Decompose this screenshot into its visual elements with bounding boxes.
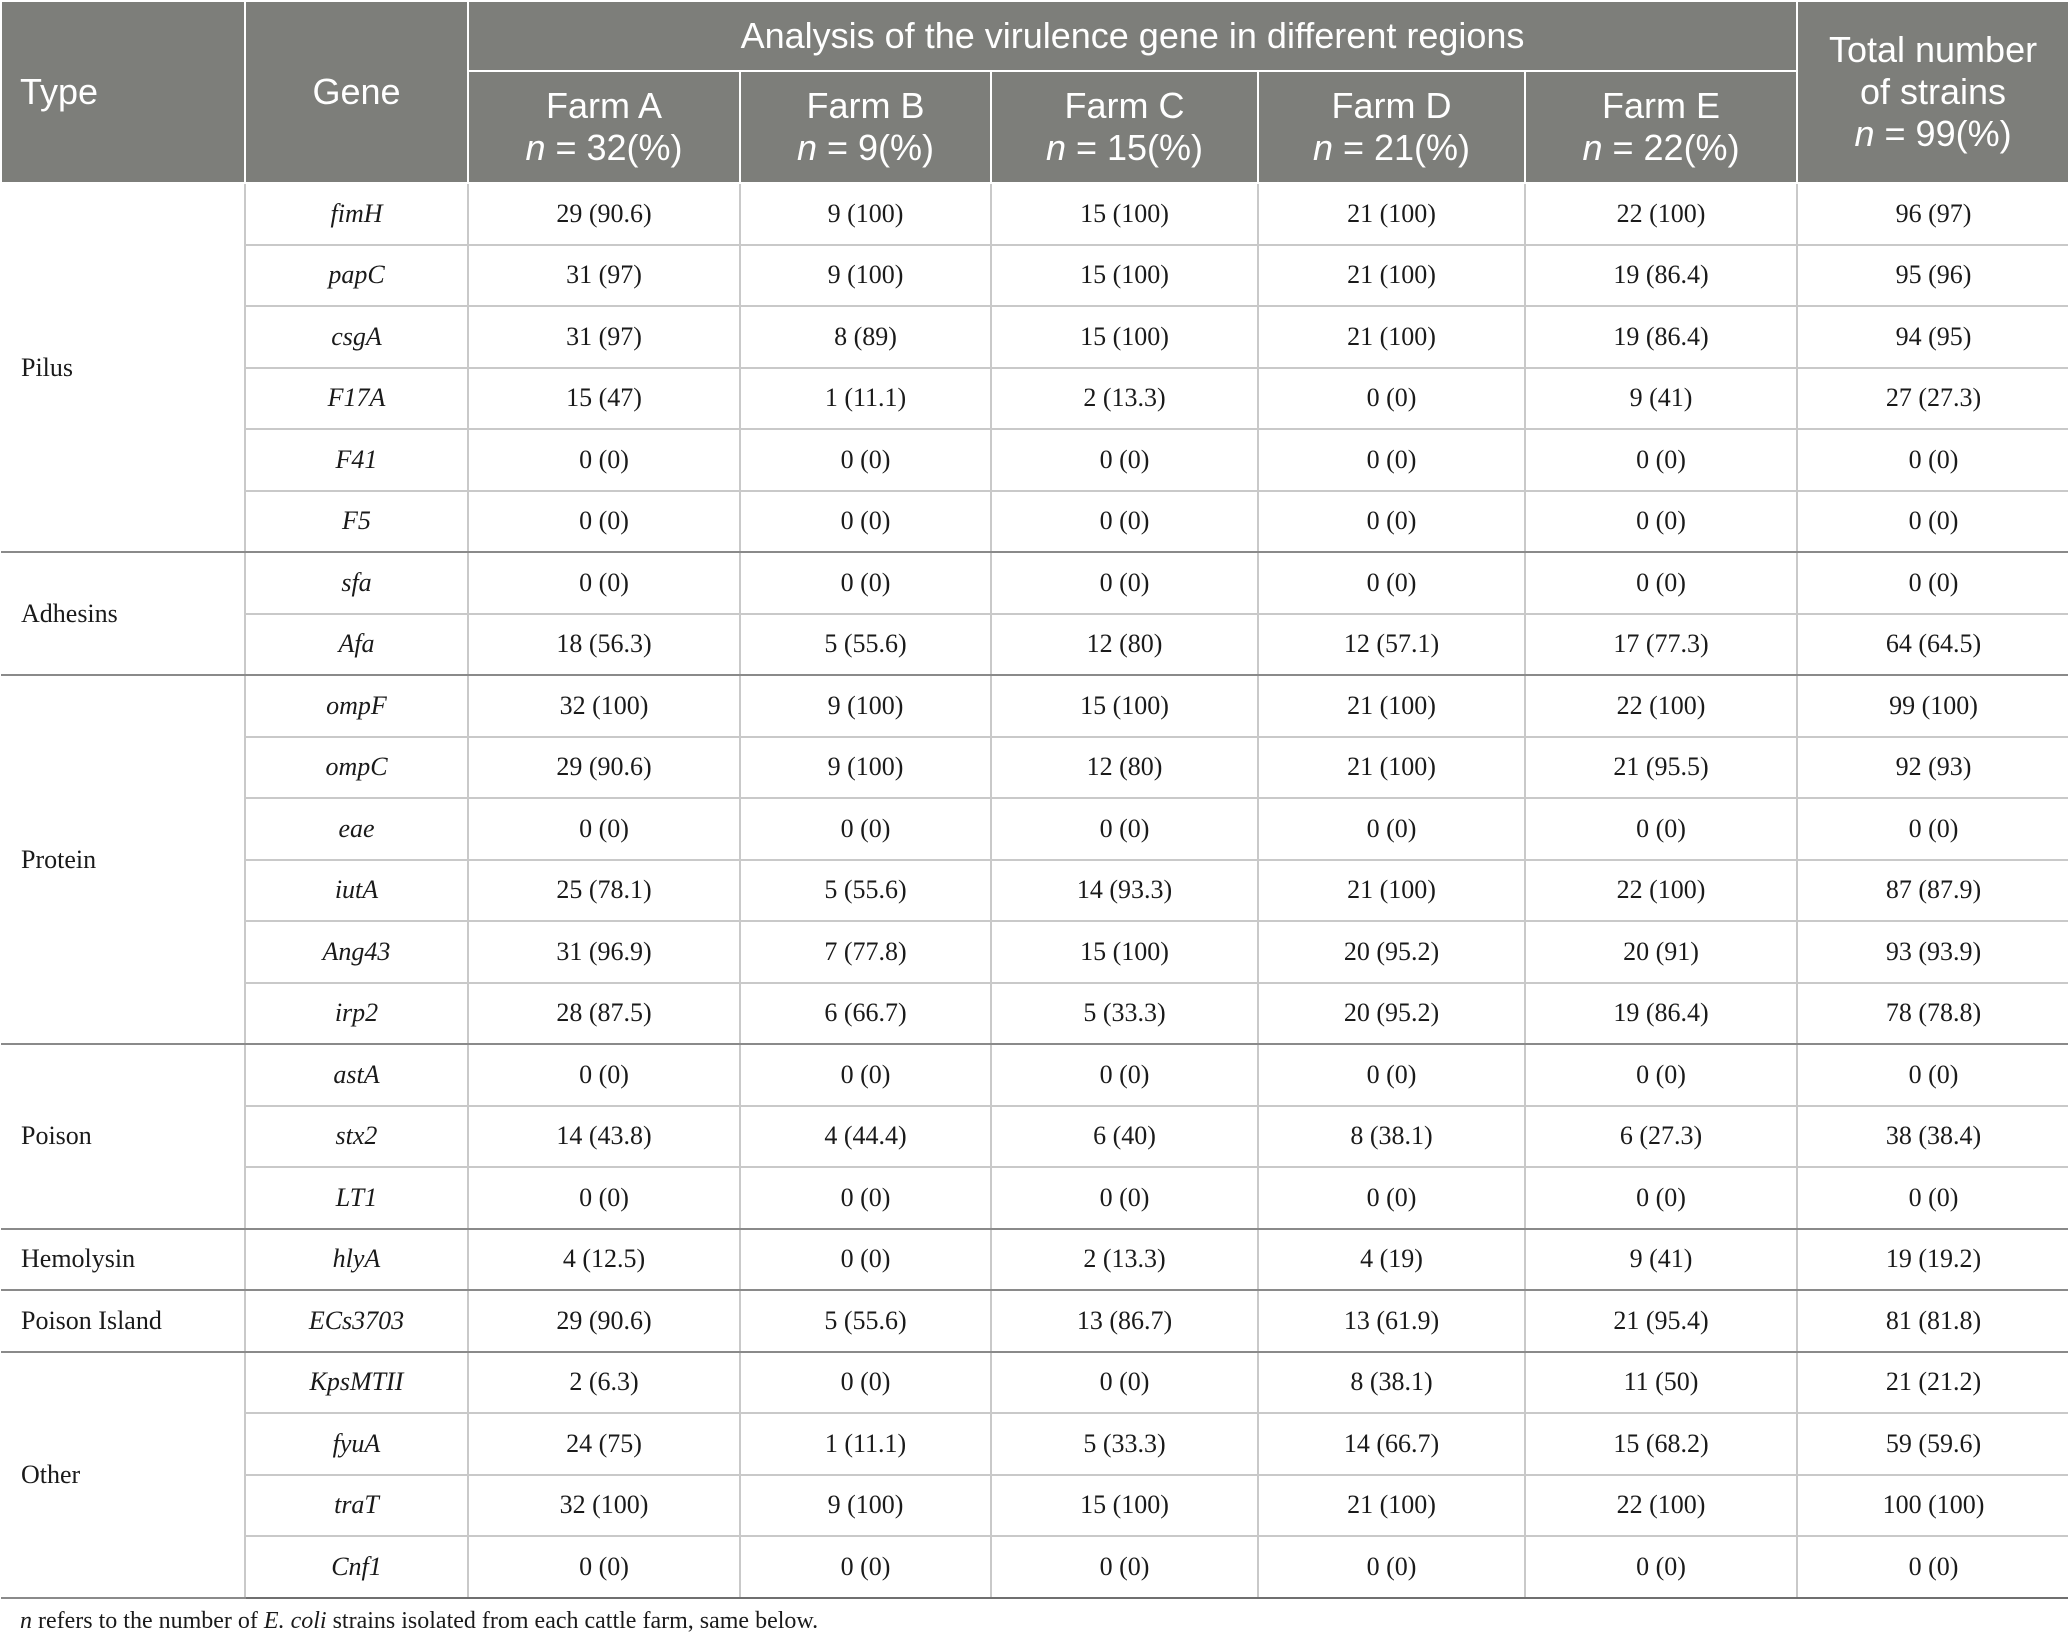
farm-a-value-cell: 0 (0) <box>468 491 740 553</box>
farm-b-value-cell: 8 (89) <box>740 306 991 368</box>
farm-e-value-cell: 0 (0) <box>1525 552 1797 614</box>
farm-a-value-cell: 29 (90.6) <box>468 1290 740 1352</box>
farm-d-value-cell: 21 (100) <box>1258 1475 1525 1537</box>
farm-d-value-cell: 0 (0) <box>1258 491 1525 553</box>
farm-e-value-cell: 21 (95.5) <box>1525 737 1797 799</box>
table-row <box>1 1044 2068 1106</box>
farm-b-value-cell: 9 (100) <box>740 675 991 737</box>
farm-e-value-cell: 20 (91) <box>1525 921 1797 983</box>
gene-cell: iutA <box>245 860 468 922</box>
total-value-cell: 78 (78.8) <box>1797 983 2068 1045</box>
total-value-cell: 64 (64.5) <box>1797 614 2068 676</box>
farm-b-value-cell: 9 (100) <box>740 1475 991 1537</box>
farm-a-value-cell: 0 (0) <box>468 552 740 614</box>
table-row <box>1 1167 2068 1229</box>
farm-b-value-cell: 9 (100) <box>740 245 991 307</box>
table-row <box>1 552 2068 614</box>
farm-d-value-cell: 21 (100) <box>1258 245 1525 307</box>
gene-cell: LT1 <box>245 1167 468 1229</box>
farm-b-value-cell: 0 (0) <box>740 552 991 614</box>
gene-cell: sfa <box>245 552 468 614</box>
farm-d-value-cell: 13 (61.9) <box>1258 1290 1525 1352</box>
gene-cell: Cnf1 <box>245 1536 468 1598</box>
farm-d-value-cell: 0 (0) <box>1258 368 1525 430</box>
type-cell: Pilus <box>1 183 245 552</box>
farm-b-value-cell: 0 (0) <box>740 429 991 491</box>
total-value-cell: 87 (87.9) <box>1797 860 2068 922</box>
farm-b-value-cell: 0 (0) <box>740 1044 991 1106</box>
farm-a-value-cell: 0 (0) <box>468 429 740 491</box>
gene-cell: hlyA <box>245 1229 468 1291</box>
gene-cell: ECs3703 <box>245 1290 468 1352</box>
gene-cell: F5 <box>245 491 468 553</box>
farm-d-value-cell: 8 (38.1) <box>1258 1106 1525 1168</box>
gene-cell: irp2 <box>245 983 468 1045</box>
farm-b-value-cell: 4 (44.4) <box>740 1106 991 1168</box>
table-row <box>1 1106 2068 1168</box>
table-row <box>1 429 2068 491</box>
farm-a-value-cell: 2 (6.3) <box>468 1352 740 1414</box>
gene-cell: F17A <box>245 368 468 430</box>
total-value-cell: 0 (0) <box>1797 798 2068 860</box>
farm-d-value-cell: 12 (57.1) <box>1258 614 1525 676</box>
farm-e-value-cell: 22 (100) <box>1525 860 1797 922</box>
farm-d-value-cell: 21 (100) <box>1258 306 1525 368</box>
total-value-cell: 38 (38.4) <box>1797 1106 2068 1168</box>
farm-a-value-cell: 4 (12.5) <box>468 1229 740 1291</box>
farm-d-value-cell: 20 (95.2) <box>1258 983 1525 1045</box>
farm-b-value-cell: 5 (55.6) <box>740 614 991 676</box>
total-value-cell: 0 (0) <box>1797 1167 2068 1229</box>
farm-c-value-cell: 6 (40) <box>991 1106 1258 1168</box>
farm-e-value-cell: 22 (100) <box>1525 183 1797 245</box>
farm-a-value-cell: 0 (0) <box>468 1044 740 1106</box>
table-row <box>1 614 2068 676</box>
farm-d-value-cell: 8 (38.1) <box>1258 1352 1525 1414</box>
farm-d-value-cell: 21 (100) <box>1258 737 1525 799</box>
farm-a-value-cell: 31 (96.9) <box>468 921 740 983</box>
farm-c-value-cell: 15 (100) <box>991 183 1258 245</box>
farm-b-value-cell: 0 (0) <box>740 1352 991 1414</box>
type-cell: Poison Island <box>1 1290 245 1352</box>
farm-a-value-cell: 0 (0) <box>468 1536 740 1598</box>
farm-d-value-cell: 0 (0) <box>1258 798 1525 860</box>
farm-a-value-cell: 24 (75) <box>468 1413 740 1475</box>
farm-e-value-cell: 9 (41) <box>1525 368 1797 430</box>
gene-header: Gene <box>245 1 468 183</box>
farm-c-value-cell: 14 (93.3) <box>991 860 1258 922</box>
total-header-count: n = 99(%) <box>1854 113 2012 154</box>
table-row <box>1 1413 2068 1475</box>
farm-header-e: Farm E n = 22(%) <box>1525 71 1797 183</box>
farm-d-value-cell: 0 (0) <box>1258 429 1525 491</box>
farm-a-value-cell: 15 (47) <box>468 368 740 430</box>
gene-cell: papC <box>245 245 468 307</box>
gene-cell: fimH <box>245 183 468 245</box>
type-cell: Adhesins <box>1 552 245 675</box>
farm-b-value-cell: 1 (11.1) <box>740 1413 991 1475</box>
farm-b-value-cell: 0 (0) <box>740 1167 991 1229</box>
table-row <box>1 1229 2068 1291</box>
farm-c-value-cell: 12 (80) <box>991 737 1258 799</box>
farm-c-value-cell: 0 (0) <box>991 1352 1258 1414</box>
farm-a-value-cell: 32 (100) <box>468 1475 740 1537</box>
farm-b-value-cell: 7 (77.8) <box>740 921 991 983</box>
table-row <box>1 306 2068 368</box>
farm-e-value-cell: 19 (86.4) <box>1525 245 1797 307</box>
total-header <box>1797 1 2068 183</box>
farm-e-value-cell: 6 (27.3) <box>1525 1106 1797 1168</box>
farm-d-value-cell: 21 (100) <box>1258 675 1525 737</box>
type-cell: Other <box>1 1352 245 1598</box>
table-row <box>1 1352 2068 1414</box>
farm-d-value-cell: 14 (66.7) <box>1258 1413 1525 1475</box>
farm-header-c: Farm C n = 15(%) <box>991 71 1258 183</box>
total-value-cell: 100 (100) <box>1797 1475 2068 1537</box>
farm-e-value-cell: 15 (68.2) <box>1525 1413 1797 1475</box>
farm-e-value-cell: 0 (0) <box>1525 798 1797 860</box>
farm-b-value-cell: 1 (11.1) <box>740 368 991 430</box>
table-header <box>1 1 2068 183</box>
gene-cell: stx2 <box>245 1106 468 1168</box>
table-row <box>1 921 2068 983</box>
farm-b-value-cell: 0 (0) <box>740 491 991 553</box>
farm-e-value-cell: 9 (41) <box>1525 1229 1797 1291</box>
farm-c-value-cell: 2 (13.3) <box>991 368 1258 430</box>
farm-a-value-cell: 14 (43.8) <box>468 1106 740 1168</box>
total-value-cell: 0 (0) <box>1797 1536 2068 1598</box>
farm-d-value-cell: 21 (100) <box>1258 860 1525 922</box>
farm-a-value-cell: 29 (90.6) <box>468 737 740 799</box>
total-value-cell: 27 (27.3) <box>1797 368 2068 430</box>
table-row <box>1 737 2068 799</box>
farm-e-value-cell: 17 (77.3) <box>1525 614 1797 676</box>
total-header-line2: of strains <box>1860 71 2007 112</box>
total-value-cell: 0 (0) <box>1797 491 2068 553</box>
farm-b-value-cell: 9 (100) <box>740 183 991 245</box>
farm-c-value-cell: 15 (100) <box>991 245 1258 307</box>
farm-c-value-cell: 0 (0) <box>991 798 1258 860</box>
total-value-cell: 19 (19.2) <box>1797 1229 2068 1291</box>
farm-c-value-cell: 0 (0) <box>991 491 1258 553</box>
farm-e-value-cell: 0 (0) <box>1525 429 1797 491</box>
table-row <box>1 1475 2068 1537</box>
total-value-cell: 21 (21.2) <box>1797 1352 2068 1414</box>
farm-a-value-cell: 0 (0) <box>468 798 740 860</box>
farm-e-value-cell: 0 (0) <box>1525 1536 1797 1598</box>
farm-a-value-cell: 25 (78.1) <box>468 860 740 922</box>
farm-e-value-cell: 0 (0) <box>1525 1167 1797 1229</box>
farm-c-value-cell: 5 (33.3) <box>991 1413 1258 1475</box>
footnote: n refers to the number of E. coli strains isolated from each cattle farm, same below. <box>20 1608 819 1634</box>
farm-c-value-cell: 0 (0) <box>991 429 1258 491</box>
farm-b-value-cell: 0 (0) <box>740 798 991 860</box>
farm-d-value-cell: 4 (19) <box>1258 1229 1525 1291</box>
table-row <box>1 860 2068 922</box>
farm-c-value-cell: 15 (100) <box>991 675 1258 737</box>
farm-e-value-cell: 0 (0) <box>1525 491 1797 553</box>
farm-c-value-cell: 13 (86.7) <box>991 1290 1258 1352</box>
table-row <box>1 491 2068 553</box>
farm-c-value-cell: 2 (13.3) <box>991 1229 1258 1291</box>
farm-c-value-cell: 0 (0) <box>991 1536 1258 1598</box>
farm-d-value-cell: 20 (95.2) <box>1258 921 1525 983</box>
farm-a-value-cell: 18 (56.3) <box>468 614 740 676</box>
gene-cell: astA <box>245 1044 468 1106</box>
total-value-cell: 0 (0) <box>1797 552 2068 614</box>
farm-a-value-cell: 31 (97) <box>468 245 740 307</box>
type-cell: Hemolysin <box>1 1229 245 1291</box>
gene-cell: F41 <box>245 429 468 491</box>
total-value-cell: 94 (95) <box>1797 306 2068 368</box>
gene-cell: eae <box>245 798 468 860</box>
farm-b-value-cell: 5 (55.6) <box>740 1290 991 1352</box>
gene-cell: csgA <box>245 306 468 368</box>
gene-cell: Ang43 <box>245 921 468 983</box>
farm-b-value-cell: 0 (0) <box>740 1536 991 1598</box>
total-value-cell: 81 (81.8) <box>1797 1290 2068 1352</box>
gene-cell: ompF <box>245 675 468 737</box>
table-row <box>1 1290 2068 1352</box>
farm-c-value-cell: 15 (100) <box>991 1475 1258 1537</box>
gene-cell: traT <box>245 1475 468 1537</box>
farm-c-value-cell: 12 (80) <box>991 614 1258 676</box>
farm-e-value-cell: 19 (86.4) <box>1525 983 1797 1045</box>
total-value-cell: 59 (59.6) <box>1797 1413 2068 1475</box>
total-value-cell: 0 (0) <box>1797 1044 2068 1106</box>
table-row <box>1 983 2068 1045</box>
farm-e-value-cell: 19 (86.4) <box>1525 306 1797 368</box>
gene-cell: fyuA <box>245 1413 468 1475</box>
farm-b-value-cell: 0 (0) <box>740 1229 991 1291</box>
type-cell: Poison <box>1 1044 245 1229</box>
type-cell: Protein <box>1 675 245 1044</box>
farm-c-value-cell: 0 (0) <box>991 1167 1258 1229</box>
total-value-cell: 0 (0) <box>1797 429 2068 491</box>
farm-d-value-cell: 21 (100) <box>1258 183 1525 245</box>
farm-a-value-cell: 0 (0) <box>468 1167 740 1229</box>
gene-cell: Afa <box>245 614 468 676</box>
table-row <box>1 1536 2068 1598</box>
farm-e-value-cell: 22 (100) <box>1525 675 1797 737</box>
total-value-cell: 95 (96) <box>1797 245 2068 307</box>
farm-d-value-cell: 0 (0) <box>1258 1044 1525 1106</box>
gene-cell: ompC <box>245 737 468 799</box>
farm-e-value-cell: 21 (95.4) <box>1525 1290 1797 1352</box>
farm-c-value-cell: 0 (0) <box>991 552 1258 614</box>
farm-c-value-cell: 15 (100) <box>991 921 1258 983</box>
farm-header-d: Farm D n = 21(%) <box>1258 71 1525 183</box>
total-value-cell: 92 (93) <box>1797 737 2068 799</box>
farm-b-value-cell: 5 (55.6) <box>740 860 991 922</box>
farm-header-b: Farm B n = 9(%) <box>740 71 991 183</box>
farm-e-value-cell: 22 (100) <box>1525 1475 1797 1537</box>
farm-a-value-cell: 28 (87.5) <box>468 983 740 1045</box>
farm-a-value-cell: 29 (90.6) <box>468 183 740 245</box>
total-value-cell: 93 (93.9) <box>1797 921 2068 983</box>
farm-d-value-cell: 0 (0) <box>1258 1167 1525 1229</box>
gene-cell: KpsMTII <box>245 1352 468 1414</box>
farm-c-value-cell: 5 (33.3) <box>991 983 1258 1045</box>
farm-header-a: Farm A n = 32(%) <box>468 71 740 183</box>
table-row <box>1 798 2068 860</box>
farm-b-value-cell: 9 (100) <box>740 737 991 799</box>
farm-d-value-cell: 0 (0) <box>1258 1536 1525 1598</box>
farm-b-value-cell: 6 (66.7) <box>740 983 991 1045</box>
farm-a-value-cell: 32 (100) <box>468 675 740 737</box>
type-header: Type <box>1 1 245 183</box>
table-body <box>1 183 2068 1598</box>
farm-e-value-cell: 0 (0) <box>1525 1044 1797 1106</box>
farm-c-value-cell: 0 (0) <box>991 1044 1258 1106</box>
total-value-cell: 99 (100) <box>1797 675 2068 737</box>
farm-e-value-cell: 11 (50) <box>1525 1352 1797 1414</box>
farm-d-value-cell: 0 (0) <box>1258 552 1525 614</box>
farm-c-value-cell: 15 (100) <box>991 306 1258 368</box>
total-value-cell: 96 (97) <box>1797 183 2068 245</box>
table-row <box>1 183 2068 245</box>
table-row <box>1 368 2068 430</box>
total-header-line1: Total number <box>1828 29 2038 70</box>
table-row <box>1 245 2068 307</box>
farm-a-value-cell: 31 (97) <box>468 306 740 368</box>
region-group-header: Analysis of the virulence gene in different regions <box>468 1 1797 71</box>
table-row <box>1 675 2068 737</box>
